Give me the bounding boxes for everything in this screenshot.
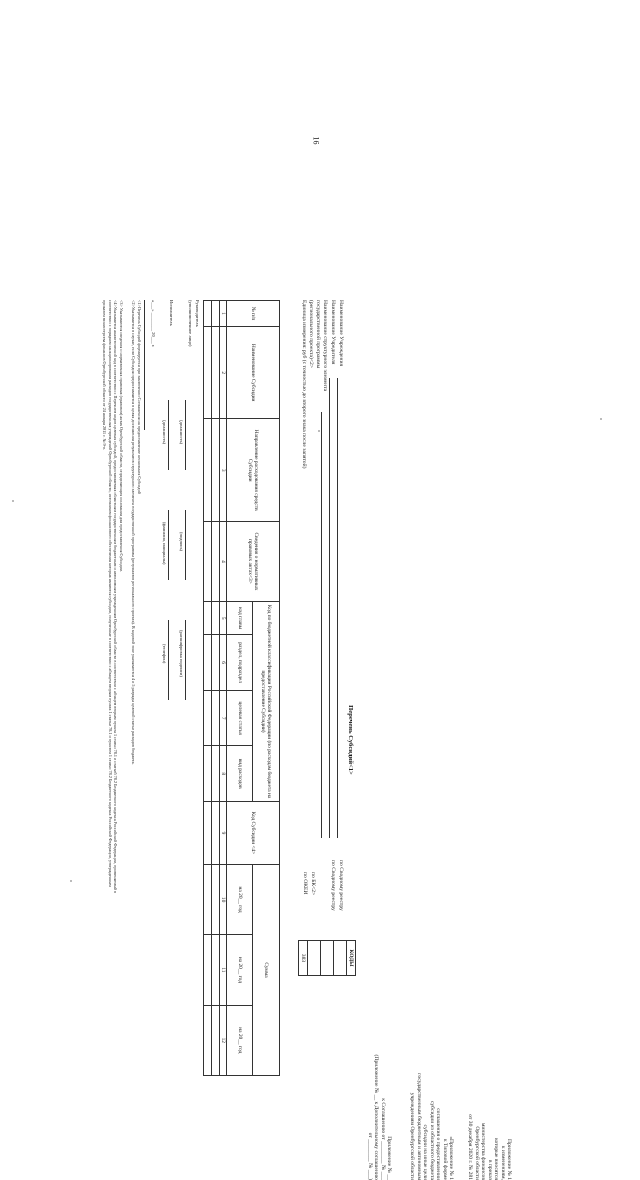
table-cell	[203, 746, 211, 802]
footnote-4: <4>Указывается аналитический код в соответствии с Перечнем кодов целевых субсидий, предоставляемых областным государственным бюджетным и автономным учреждениям Оренбургской области в соответствии с абзацем вторым пункта 1 статьи 78.1 и статьей 78.2 Бюджетного кодекса Российской Федерации, применяемый в соответствии с порядком санкционирования расходов государственных учреждений Оренбургской области, источником финансового обеспечения которых являются субсидии, полученные в соответствии с абзацем вторым пункта 1 статьи 78.1 и пунктом 1 статьи 78.2 Бюджетного кодекса Российской Федерации, утвержденным приказом министерства финансов Оренбургской области от 24 января 2011 г. № 9-п.	[102, 300, 118, 894]
appendix-line: Приложение № 1	[506, 1139, 512, 1180]
page-number: 16	[311, 136, 321, 145]
okei-label: по ОКЕИ	[302, 872, 308, 895]
appendix-line: государственным бюджетным и автономным	[415, 1073, 422, 1180]
bk-type-header: вид расходов	[227, 746, 253, 802]
table-row	[203, 301, 211, 1076]
subsidies-table	[203, 300, 280, 1076]
bk-target-header: целевая статья	[227, 690, 253, 746]
appendix-ref-line: к Соглашению от ________ № ___	[379, 1098, 386, 1180]
appendix-line: к Типовой форме	[441, 1138, 448, 1180]
table-cell	[211, 326, 219, 419]
date-field: «___» ________ 20___ г.	[151, 300, 156, 348]
appendix-line: которые вносятся	[493, 1138, 500, 1180]
appendix-top-note	[467, 1070, 512, 1180]
founder-label: Наименование Учредителя	[330, 300, 336, 365]
codes-table	[298, 940, 356, 976]
col-index: 1	[219, 301, 226, 327]
table-row	[211, 301, 219, 1076]
code-okei: 383	[299, 941, 308, 976]
scan-dot	[318, 430, 320, 432]
sum-year2-header: на 20__ год	[227, 935, 253, 1005]
project-label: (регионального проекта)<2>	[308, 300, 314, 368]
table-cell	[211, 602, 219, 635]
scan-dot	[70, 880, 72, 882]
table-cell	[211, 1005, 219, 1075]
table-cell	[203, 690, 211, 746]
table-cell	[211, 690, 219, 746]
table-cell	[203, 1005, 211, 1075]
appendix-sub-note	[409, 1040, 454, 1180]
col-index: 2	[219, 326, 226, 419]
appendix-line: от 30 декабря 2020 г. № 281	[467, 1114, 474, 1180]
table-cell	[203, 301, 211, 327]
table-cell	[203, 521, 211, 601]
exec-name-caption: (фамилия, инициалы)	[162, 522, 167, 565]
col-number-header: № п/п	[227, 301, 280, 327]
table-cell	[211, 801, 219, 864]
col-bk-group-header: Код по бюджетной классификации Российской Федерации (по расходам бюджета на предоставление Субсидии)	[253, 602, 280, 802]
appendix-ref-line: (Приложение № __ к Дополнительному соглашению	[373, 1054, 380, 1180]
col-index: 7	[219, 690, 226, 746]
col-acts-header: Сведения о нормативных правовых актах<3>	[227, 521, 280, 601]
col-index: 8	[219, 746, 226, 802]
structural-element-line	[321, 412, 322, 838]
table-cell	[203, 935, 211, 1005]
appendix-line: соглашения о предоставлении	[435, 1108, 442, 1180]
table-cell	[211, 521, 219, 601]
registry-label-2: по Сводному реестру	[330, 860, 336, 911]
head-position-caption: (должность)	[179, 420, 184, 445]
bk-section-header: раздел, подраздел	[227, 635, 253, 691]
code-cell	[334, 941, 347, 976]
rotated-document	[80, 300, 520, 1180]
head-signature-caption: (подпись)	[179, 532, 184, 552]
executor-label: Исполнитель	[169, 300, 174, 326]
head-sub-label: (уполномоченное лицо)	[188, 300, 193, 347]
col-direction-header: Направление расходования средств Субсидии	[227, 419, 280, 521]
exec-phone-caption: (телефон)	[162, 644, 167, 664]
structural-element-label: Наименование структурного элемента	[322, 300, 328, 392]
scan-dot	[12, 500, 14, 502]
unit-label: Единица измерения: руб (с точностью до второго знака после запятой)	[301, 300, 307, 469]
col-name-header: Наименование Субсидии	[227, 326, 280, 419]
document-title: Перечень Субсидий<1>	[347, 705, 354, 775]
table-cell	[203, 635, 211, 691]
exec-name-line	[168, 510, 169, 580]
footnote-1: <1>Перечень Субсидий формируется при заключении Соглашения на предоставление нескольких Субсидий	[137, 300, 142, 494]
appendix-line: «Приложение № 1	[448, 1136, 454, 1180]
code-cell	[321, 941, 334, 976]
table-cell	[203, 326, 211, 419]
table-cell	[203, 419, 211, 521]
appendix-ref-line: от ________ № ___)	[366, 1132, 373, 1180]
appendix-reference	[366, 1020, 392, 1180]
col-index: 6	[219, 635, 226, 691]
head-decode-line	[185, 620, 186, 700]
bk-chapter-header: код главы	[227, 602, 253, 635]
exec-position-caption: (должность)	[162, 420, 167, 445]
head-label: Руководитель	[195, 300, 200, 327]
scan-dot	[600, 418, 602, 420]
appendix-line: Оренбургской области	[473, 1126, 480, 1180]
table-cell	[211, 746, 219, 802]
col-index: 10	[219, 864, 226, 934]
table-cell	[211, 301, 219, 327]
table-cell	[203, 801, 211, 864]
col-index: 12	[219, 1005, 226, 1075]
table-cell	[211, 635, 219, 691]
col-index: 5	[219, 602, 226, 635]
founder-line	[329, 378, 330, 838]
col-index: 11	[219, 935, 226, 1005]
institution-label: Наименование Учреждения	[338, 300, 344, 367]
registry-label-1: по Сводному реестру	[338, 860, 344, 911]
table-cell	[211, 935, 219, 1005]
appendix-line: субсидии из областного бюджета	[428, 1101, 435, 1180]
appendix-line: к изменениям,	[499, 1145, 506, 1180]
head-position-line	[185, 400, 186, 470]
sum-year3-header: на 20__ год	[227, 1005, 253, 1075]
exec-position-line	[168, 400, 169, 470]
signature-block	[140, 300, 200, 1180]
table-cell	[211, 864, 219, 934]
appendix-line: в приказ	[486, 1159, 493, 1180]
sum-year1-header: на 20__ год	[227, 864, 253, 934]
appendix-line: субсидии на иные цели	[422, 1124, 429, 1180]
head-decode-caption: (расшифровка подписи)	[179, 630, 184, 677]
col-sum-header: Сумма	[253, 864, 280, 1075]
program-label: государственной программы	[315, 300, 321, 369]
footnote-separator	[144, 300, 145, 430]
table-cell	[203, 864, 211, 934]
table-cell	[203, 602, 211, 635]
bk-label: по БК<2>	[310, 872, 316, 896]
code-cell	[308, 941, 321, 976]
appendix-ref-line: Приложение № __	[386, 1136, 392, 1180]
col-code-header: Код Субсидии <4>	[227, 801, 280, 864]
col-index: 3	[219, 419, 226, 521]
appendix-line: министерства финансов	[480, 1122, 487, 1180]
head-signature-line	[185, 510, 186, 580]
codes-header: КОДЫ	[347, 941, 356, 976]
exec-phone-line	[168, 620, 169, 700]
col-index: 9	[219, 801, 226, 864]
table-cell	[211, 419, 219, 521]
footnote-2: <2>Указывается в случае, если Субсидия предоставляется в целях достижения результатов структурного элемента государственной программы (результатов регионального проекта). В кодовой зоне указываются 4 и 5 разряды целевой статьи расходов бюджета.	[131, 300, 136, 765]
appendix-line: учреждениям Оренбургской области	[409, 1092, 416, 1180]
col-index: 4	[219, 521, 226, 601]
footnote-3: <3> Указываются сведения о нормативных правовых (правовом) актах Оренбургской области, определяющих основания для предоставления Субсидии.	[119, 300, 124, 573]
institution-line	[337, 378, 338, 838]
